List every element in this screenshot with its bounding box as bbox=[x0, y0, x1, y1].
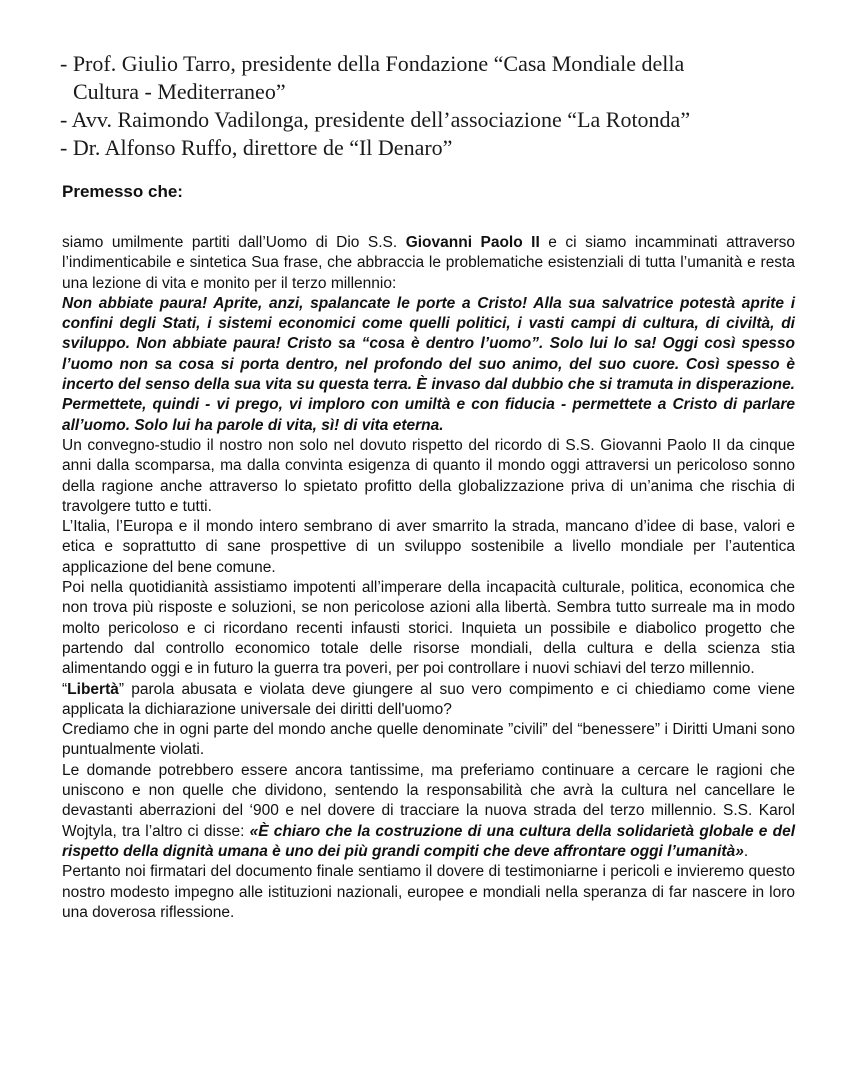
pope-quote: Non abbiate paura! Aprite, anzi, spalancate le porte a Cristo! Alla sua salvatrice potestà aprite i confini degli Stati, i sistemi economici come quelli politici, i vasti campi di cultura, di civiltà, di sviluppo. Non abbiate paura! Cristo sa “cosa è dentro l’uomo”. Solo lui lo sa! Oggi così spesso l’uomo non sa cosa si porta dentro, nel profondo del suo animo, del suo cuore. Così spesso è incerto del senso della sua vita su questa terra. È invaso dal dubbio che si tramuta in disperazione. Permettete, quindi - vi prego, vi imploro con umiltà e con fiducia - permettete a Cristo di parlare all’uomo. Solo lui ha parole di vita, sì! di vita eterna. bbox=[62, 294, 795, 434]
document-body bbox=[62, 233, 795, 923]
participant-ruffo: - Dr. Alfonso Ruffo, direttore de “Il Denaro” bbox=[60, 135, 453, 160]
paragraph-7-text: Le domande potrebbero essere ancora tantissime, ma preferiamo continuare a cercare le ragioni che uniscono e non quelle che dividono, sentendo la responsabilità che avrà la cultura nel cancellare le devastanti aberrazioni del ‘900 e nel dovere di tracciare la nuova strada del terzo millennio. S.S. Karol Wojtyla, tra l’altro ci disse: bbox=[62, 761, 795, 840]
participant-tarro-line1: - Prof. Giulio Tarro, presidente della Fondazione “Casa Mondiale della bbox=[60, 51, 685, 76]
paragraph-7 bbox=[62, 761, 795, 862]
wojtyla-quote: «È chiaro che la costruzione di una cultura della solidarietà globale e del rispetto della dignità umana è uno dei più grandi compiti che deve affrontare oggi l’umanità» bbox=[62, 822, 796, 860]
paragraph-6: Crediamo che in ogni parte del mondo anche quelle denominate ”civili” del “benessere” i Diritti Umani sono puntualmente violati. bbox=[62, 721, 795, 759]
participant-tarro-line2: Cultura - Mediterraneo” bbox=[73, 79, 286, 104]
liberta-word: Libertà bbox=[67, 680, 119, 698]
pope-name: Giovanni Paolo II bbox=[405, 234, 540, 251]
section-heading: Premesso che: bbox=[62, 182, 183, 201]
paragraph-1-text: e ci siamo incamminati attraverso l’indimenticabile e sintetica Sua frase, che abbraccia le problematiche esistenziali di tutta l’umanità e resta una lezione di vita e monito per il terzo millennio: bbox=[62, 234, 795, 292]
paragraph-1-intro: siamo umilmente partiti dall’Uomo di Dio S.S. bbox=[62, 234, 406, 251]
participants-list bbox=[60, 50, 820, 162]
paragraph-5 bbox=[62, 680, 795, 721]
liberta-open-quote: “ bbox=[62, 680, 68, 698]
participant-tarro bbox=[60, 50, 820, 106]
paragraph-5-text: ” parola abusata e violata deve giungere al suo vero compimento e ci chiediamo come viene applicata la dichiarazione universale dei diritti dell'uomo? bbox=[62, 680, 795, 718]
paragraph-7-end: . bbox=[743, 842, 749, 860]
paragraph-1 bbox=[62, 233, 795, 436]
paragraph-4: Poi nella quotidianità assistiamo impotenti all’imperare della incapacità culturale, politica, economica che non trova più risposte e soluzioni, se non pericolose azioni alla libertà. Sembra tutto surreale ma in modo molto pericoloso e ci ricordano recenti infausti storici. Inquieta un possibile e diabolico progetto che partendo dal controllo economico totale delle risorse mondiali, della cultura e della scienza stia alimentando oggi e in futuro la guerra tra poveri, per poi controllare i nuovi schiavi del terzo millennio. bbox=[62, 579, 795, 678]
participant-vadilonga: - Avv. Raimondo Vadilonga, presidente dell’associazione “La Rotonda” bbox=[60, 107, 691, 132]
paragraph-3: L’Italia, l’Europa e il mondo intero sembrano di aver smarrito la strada, mancano d’idee di base, valori e etica e soprattutto di sane prospettive di un sviluppo sostenibile a livello mondiale per l’autentica applicazione del bene comune. bbox=[62, 518, 795, 576]
paragraph-2: Un convegno-studio il nostro non solo nel dovuto rispetto del ricordo di S.S. Giovanni Paolo II da cinque anni dalla scomparsa, ma dalla convinta esigenza di quanto il mondo oggi attraversi un pericoloso sonno della ragione anche attraverso lo spietato profitto della globalizzazione priva di un’anima che rischia di travolgere tutto e tutti. bbox=[62, 436, 795, 515]
paragraph-8: Pertanto noi firmatari del documento finale sentiamo il dovere di testimoniarne i pericoli e invieremo questo nostro modesto impegno alle istituzioni nazionali, europee e mondiali nella speranza di far nascere in loro una doverosa riflessione. bbox=[62, 863, 795, 921]
